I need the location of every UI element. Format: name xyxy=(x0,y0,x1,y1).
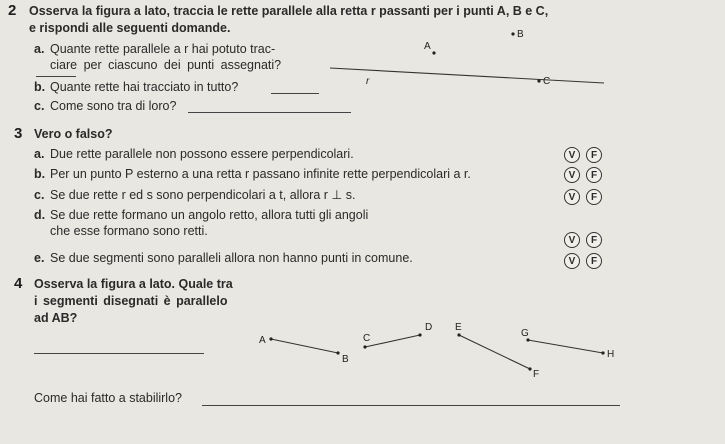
segment-gh xyxy=(528,340,603,353)
question-2c-text: Come sono tra di loro? xyxy=(50,99,177,113)
exercise-2-instruction-line2: e rispondi alle seguenti domande. xyxy=(29,21,231,35)
tf-item-d-true-button[interactable]: V xyxy=(564,232,580,248)
question-2a-text-line2: ciare per ciascuno dei punti assegnati? xyxy=(50,58,282,72)
tf-item-b-true-button[interactable]: V xyxy=(564,167,580,183)
segment-cd xyxy=(365,335,420,347)
question-2a-text-line1: Quante rette parallele a r hai potuto trac- xyxy=(50,42,276,56)
tf-item-d-false-button[interactable]: F xyxy=(586,232,602,248)
tf-item-c-letter: c. xyxy=(34,188,45,202)
point-c-label: C xyxy=(543,76,551,87)
tf-item-a-true-button[interactable]: V xyxy=(564,147,580,163)
exercise-2-number: 2 xyxy=(8,2,17,19)
question-2c-letter: c. xyxy=(34,99,45,113)
tf-item-a-letter: a. xyxy=(34,147,45,161)
line-r-label: r xyxy=(366,76,370,87)
tf-item-d-letter: d. xyxy=(34,208,46,222)
exercise-4-question-line1: Osserva la figura a lato. Quale tra xyxy=(34,277,233,291)
tf-item-b-letter: b. xyxy=(34,167,46,181)
exercise-3-number: 3 xyxy=(14,125,23,142)
tf-item-c-true-button[interactable]: V xyxy=(564,189,580,205)
point-b4-label: B xyxy=(342,354,349,365)
exercise-4-question-line3: ad AB? xyxy=(34,311,78,325)
segment-ef xyxy=(459,335,530,369)
question-2b-text: Quante rette hai tracciato in tutto? xyxy=(50,80,239,94)
tf-item-a-false-button[interactable]: F xyxy=(586,147,602,163)
exercise-4-number: 4 xyxy=(14,275,23,292)
tf-item-e-text: Se due segmenti sono paralleli allora non hanno punti in comune. xyxy=(50,251,413,265)
exercise-2-instruction-line1: Osserva la figura a lato, traccia le rette parallele alla retta r passanti per i punti A, B e C, xyxy=(29,4,549,18)
point-c4-label: C xyxy=(363,333,371,344)
exercise-4-question-line2: i segmenti disegnati è parallelo xyxy=(34,294,228,308)
point-d4-label: D xyxy=(425,322,433,333)
point-a-label: A xyxy=(424,41,431,52)
tf-item-c-false-button[interactable]: F xyxy=(586,189,602,205)
question-2a-letter: a. xyxy=(34,42,45,56)
tf-item-e-letter: e. xyxy=(34,251,45,265)
point-b-label: B xyxy=(517,29,524,40)
tf-item-e-false-button[interactable]: F xyxy=(586,253,602,269)
tf-item-d-text-line1: Se due rette formano un angolo retto, allora tutti gli angoli xyxy=(50,208,369,222)
tf-item-d-text-line2: che esse formano sono retti. xyxy=(50,224,208,238)
point-f4-label: F xyxy=(533,369,540,380)
tf-item-a-text: Due rette parallele non possono essere perpendicolari. xyxy=(50,147,354,161)
question-2b-letter: b. xyxy=(34,80,46,94)
tf-item-b-false-button[interactable]: F xyxy=(586,167,602,183)
exercise-3-title: Vero o falso? xyxy=(34,127,113,141)
tf-item-c-text: Se due rette r ed s sono perpendicolari a t, allora r ⊥ s. xyxy=(50,188,356,202)
point-a4-label: A xyxy=(259,335,266,346)
tf-item-b-text: Per un punto P esterno a una retta r passano infinite rette perpendicolari a r. xyxy=(50,167,471,181)
point-h4-label: H xyxy=(607,349,615,360)
exercise-4-followup: Come hai fatto a stabilirlo? xyxy=(34,391,182,405)
point-g4-label: G xyxy=(521,328,529,339)
tf-item-e-true-button[interactable]: V xyxy=(564,253,580,269)
segment-ab xyxy=(271,339,338,353)
point-e4-label: E xyxy=(455,322,462,333)
